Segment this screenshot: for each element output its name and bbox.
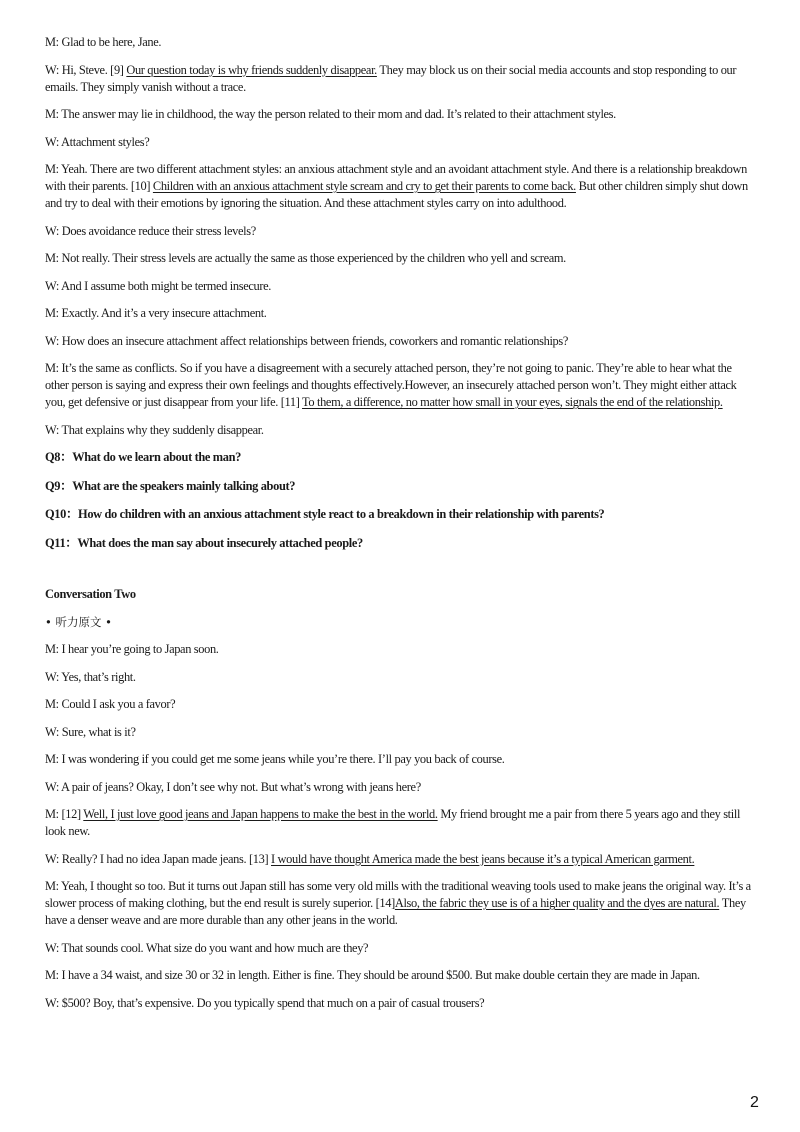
underlined-answer-text: Well, I just love good jeans and Japan happens to make the best in the world. xyxy=(83,807,438,821)
dialogue-text: But other children simply shut down and try to deal with their emotions by ignoring the situation. And these attachment styles carry on into adulthood. xyxy=(45,179,748,210)
dialogue-text: M: Exactly. And it’s a very insecure attachment. xyxy=(45,306,267,320)
dialogue-text: M: Could I ask you a favor? xyxy=(45,697,176,711)
section-title: Conversation Two xyxy=(45,587,136,601)
dialogue-text: M: [12] xyxy=(45,807,84,821)
dialogue-text: M: Not really. Their stress levels are actually the same as those experienced by the children who yell and scream. xyxy=(45,251,566,265)
question-item xyxy=(45,478,757,495)
dialogue-line xyxy=(45,669,757,686)
dialogue-line xyxy=(45,161,757,212)
dialogue-text: W: That explains why they suddenly disappear. xyxy=(45,422,264,437)
dialogue-line xyxy=(45,360,757,411)
underlined-answer-text: Also, the fabric they use is of a higher quality and the dyes are natural. xyxy=(394,896,720,910)
dialogue-line xyxy=(45,806,757,840)
dialogue-line xyxy=(45,940,757,957)
dialogue-text: W: Yes, that’s right. xyxy=(45,669,136,684)
underlined-answer-text: I would have thought America made the best jeans because it’s a typical American garment. xyxy=(271,851,695,866)
page-number: 2 xyxy=(750,1094,759,1111)
underlined-answer-text: Children with an anxious attachment style scream and cry to get their parents to come back. xyxy=(152,179,576,193)
underlined-answer-text: To them, a difference, no matter how small in your eyes, signals the end of the relationship. xyxy=(302,395,723,409)
dialogue-line xyxy=(45,106,757,123)
question-number: Q10： xyxy=(45,507,79,521)
dialogue-text: M: It’s the same as conflicts. So if you have a disagreement with a securely attached person, they’re not going to panic. They’re able to hear what the other person is saying and express their own feelings and thoughts effectively.However, an insecurely attached person won’t. They might either attack you, get defensive or just disappear from your life. [11] xyxy=(45,361,737,409)
dialogue-line xyxy=(45,223,757,240)
dialogue-text: M: The answer may lie in childhood, the way the person related to their mom and dad. It’s related to their attachment styles. xyxy=(45,107,616,121)
question-number: Q8： xyxy=(45,450,73,464)
dialogue-text: W: And I assume both might be termed insecure. xyxy=(45,278,272,293)
dialogue-line xyxy=(45,779,757,796)
underlined-answer-text: Our question today is why friends suddenly disappear. xyxy=(126,62,377,77)
dialogue-line xyxy=(45,696,757,713)
dialogue-line xyxy=(45,878,757,929)
dialogue-line xyxy=(45,751,757,768)
dialogue-text: M: I have a 34 waist, and size 30 or 32 in length. Either is fine. They should be around $500. But make double certain they are made in Japan. xyxy=(45,968,700,982)
section-subtitle: • 听力原文 • xyxy=(45,614,112,629)
dialogue-text: They have a denser weave and are more durable than any other jeans in the world. xyxy=(45,896,746,927)
question-item xyxy=(45,449,757,466)
dialogue-line xyxy=(45,641,757,658)
document-page xyxy=(45,34,757,1022)
conversation-two-transcript xyxy=(45,641,757,1012)
dialogue-text: M: I hear you’re going to Japan soon. xyxy=(45,642,219,656)
dialogue-text: W: Sure, what is it? xyxy=(45,724,136,739)
dialogue-text: W: Really? I had no idea Japan made jeans. [13] xyxy=(45,851,271,866)
dialogue-text: W: Hi, Steve. [9] xyxy=(45,62,127,77)
dialogue-text: M: Glad to be here, Jane. xyxy=(45,35,162,49)
questions-list xyxy=(45,449,757,552)
question-text: What does the man say about insecurely attached people? xyxy=(77,535,363,550)
dialogue-line xyxy=(45,278,757,295)
dialogue-text: They may block us on their social media accounts and stop responding to our emails. They simply vanish without a trace. xyxy=(45,62,737,94)
question-text: What are the speakers mainly talking about? xyxy=(72,478,296,493)
dialogue-line xyxy=(45,995,757,1012)
dialogue-line xyxy=(45,967,757,984)
dialogue-line xyxy=(45,851,757,868)
question-text: How do children with an anxious attachment style react to a breakdown in their relationship with parents? xyxy=(78,507,605,521)
dialogue-text: M: Yeah, I thought so too. But it turns out Japan still has some very old mills with the traditional weaving tools used to make jeans the original way. It’s a slower process of making clothing, but the end result is surely superior. [14] xyxy=(45,879,751,910)
dialogue-text: W: That sounds cool. What size do you want and how much are they? xyxy=(45,940,369,955)
dialogue-text: W: How does an insecure attachment affect relationships between friends, coworkers and romantic relationships? xyxy=(45,333,569,348)
question-item xyxy=(45,506,757,523)
question-item xyxy=(45,535,757,552)
dialogue-text: W: A pair of jeans? Okay, I don’t see why not. But what’s wrong with jeans here? xyxy=(45,779,421,794)
dialogue-line xyxy=(45,305,757,322)
dialogue-text: W: Attachment styles? xyxy=(45,134,150,149)
dialogue-text: M: I was wondering if you could get me some jeans while you’re there. I’ll pay you back of course. xyxy=(45,752,505,766)
question-text: What do we learn about the man? xyxy=(72,450,242,464)
dialogue-text: M: Yeah. There are two different attachment styles: an anxious attachment style and an avoidant attachment style. And there is a relationship breakdown with their parents. [10] xyxy=(45,162,747,193)
dialogue-line xyxy=(45,422,757,439)
dialogue-line xyxy=(45,134,757,151)
dialogue-line xyxy=(45,250,757,267)
dialogue-text: W: Does avoidance reduce their stress levels? xyxy=(45,223,256,238)
dialogue-line xyxy=(45,333,757,350)
question-number: Q9： xyxy=(45,478,73,493)
dialogue-text: My friend brought me a pair from there 5 years ago and they still look new. xyxy=(45,807,741,838)
dialogue-text: W: $500? Boy, that’s expensive. Do you typically spend that much on a pair of casual trousers? xyxy=(45,995,485,1010)
dialogue-line xyxy=(45,34,757,51)
dialogue-line xyxy=(45,62,757,96)
conversation-one-transcript xyxy=(45,34,757,439)
question-number: Q11： xyxy=(45,535,78,550)
dialogue-line xyxy=(45,724,757,741)
section-gap xyxy=(45,563,757,586)
